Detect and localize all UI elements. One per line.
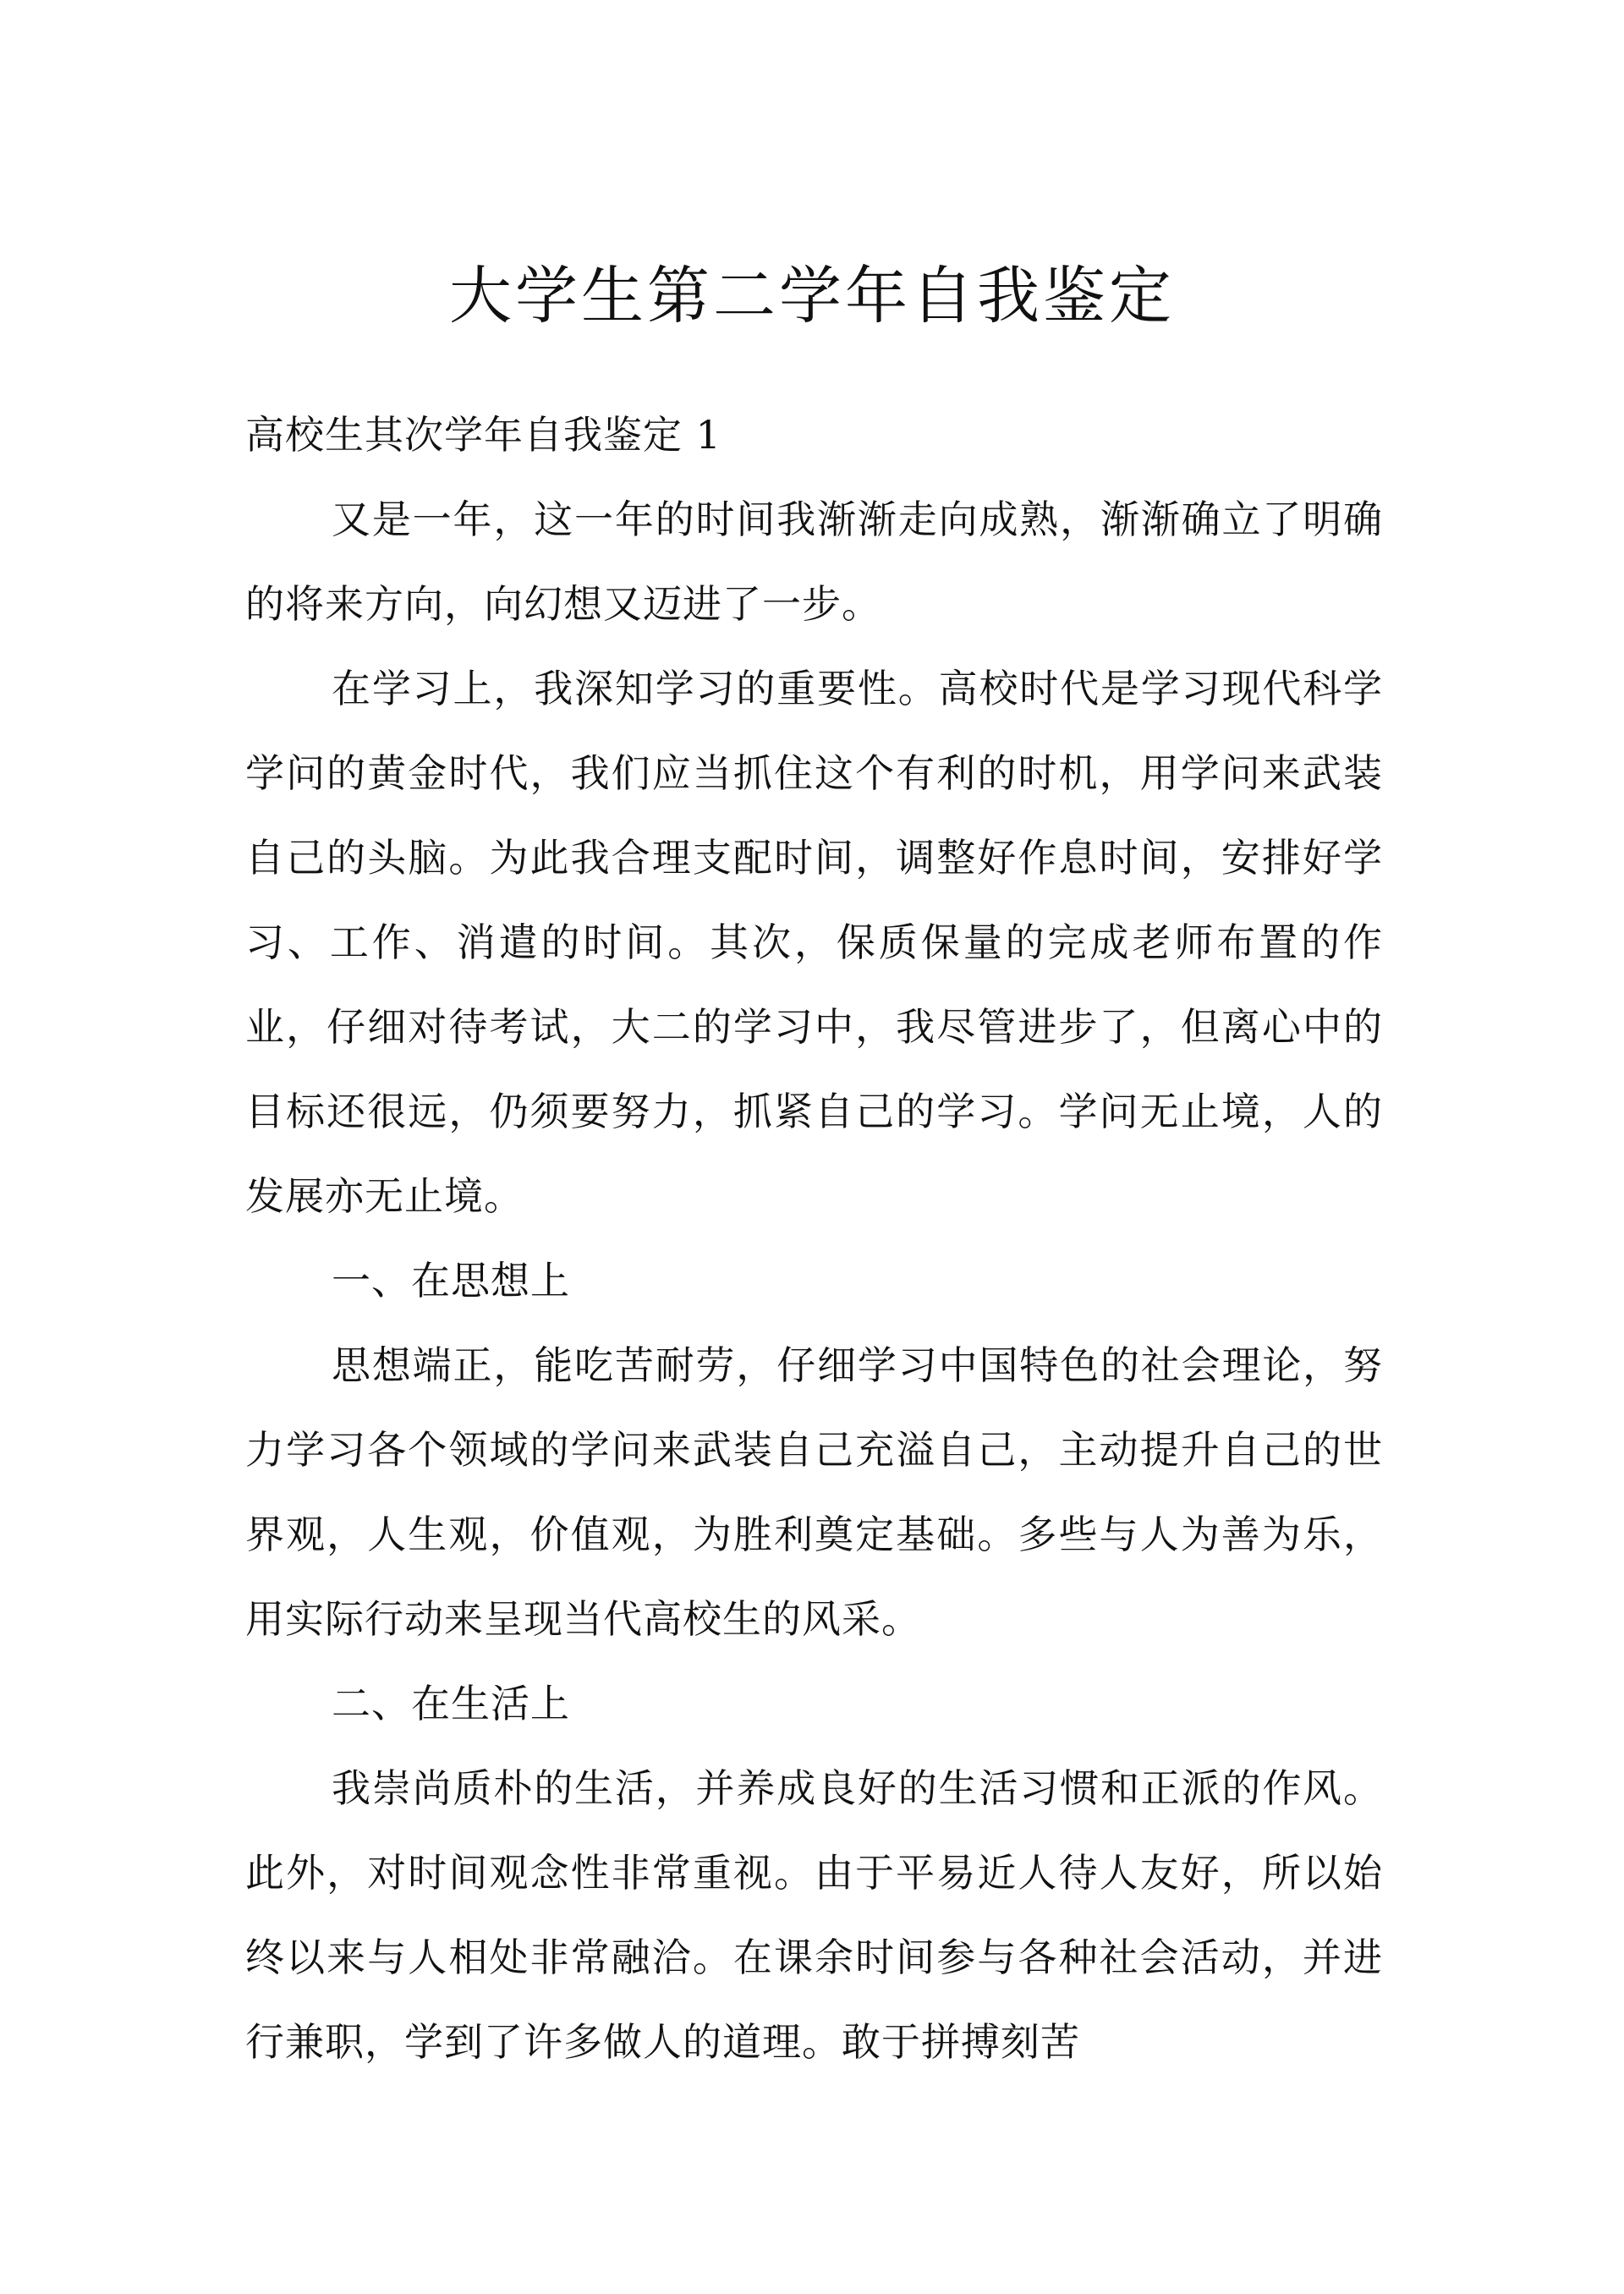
subheading: 一、在思想上 xyxy=(332,1258,570,1303)
document-title: 大学生第二学年自我鉴定 xyxy=(449,260,1175,332)
paragraph: 思想端正，能吃苦耐劳，仔细学习中国特色的社会理论，努力学习各个领域的学问来武装自己充溢自己，主动提升自己的世界观，人生观，价值观，为胜利奠定基础。多些与人为善为乐，用实际行动来呈现当代高校生的风采。 xyxy=(245,1342,1383,1642)
paragraph: 又是一年，这一年的时间我渐渐走向成熟，渐渐确立了明确的将来方向，向幻想又迈进了一步。 xyxy=(245,497,1383,627)
paragraph: 在学习上，我深知学习的重要性。高校时代是学习现代科学学问的黄金时代，我们应当抓住这个有利的时机，用学问来武装自己的头脑。为此我合理支配时间，调整好作息时间，安排好学习、工作、消遣的时间。其次，保质保量的完成老师布置的作业，仔细对待考试，大二的学习中，我尽管进步了，但离心中的目标还很远，仍须要努力，抓紧自己的学习。学问无止境，人的发展亦无止境。 xyxy=(245,666,1383,1219)
document-body xyxy=(245,392,1383,2084)
paragraph: 我崇尚质朴的生活，并养成良好的生活习惯和正派的作风。此外，对时间观念性非常重视。由于平易近人待人友好，所以始终以来与人相处非常融洽。在课余时间参与各种社会活动，并进行兼职，学到了许多做人的道理。敢于拼搏刻苦 xyxy=(245,1765,1383,2065)
section-heading: 高校生其次学年自我鉴定 1 xyxy=(245,412,721,458)
subheading: 二、在生活上 xyxy=(332,1681,570,1726)
